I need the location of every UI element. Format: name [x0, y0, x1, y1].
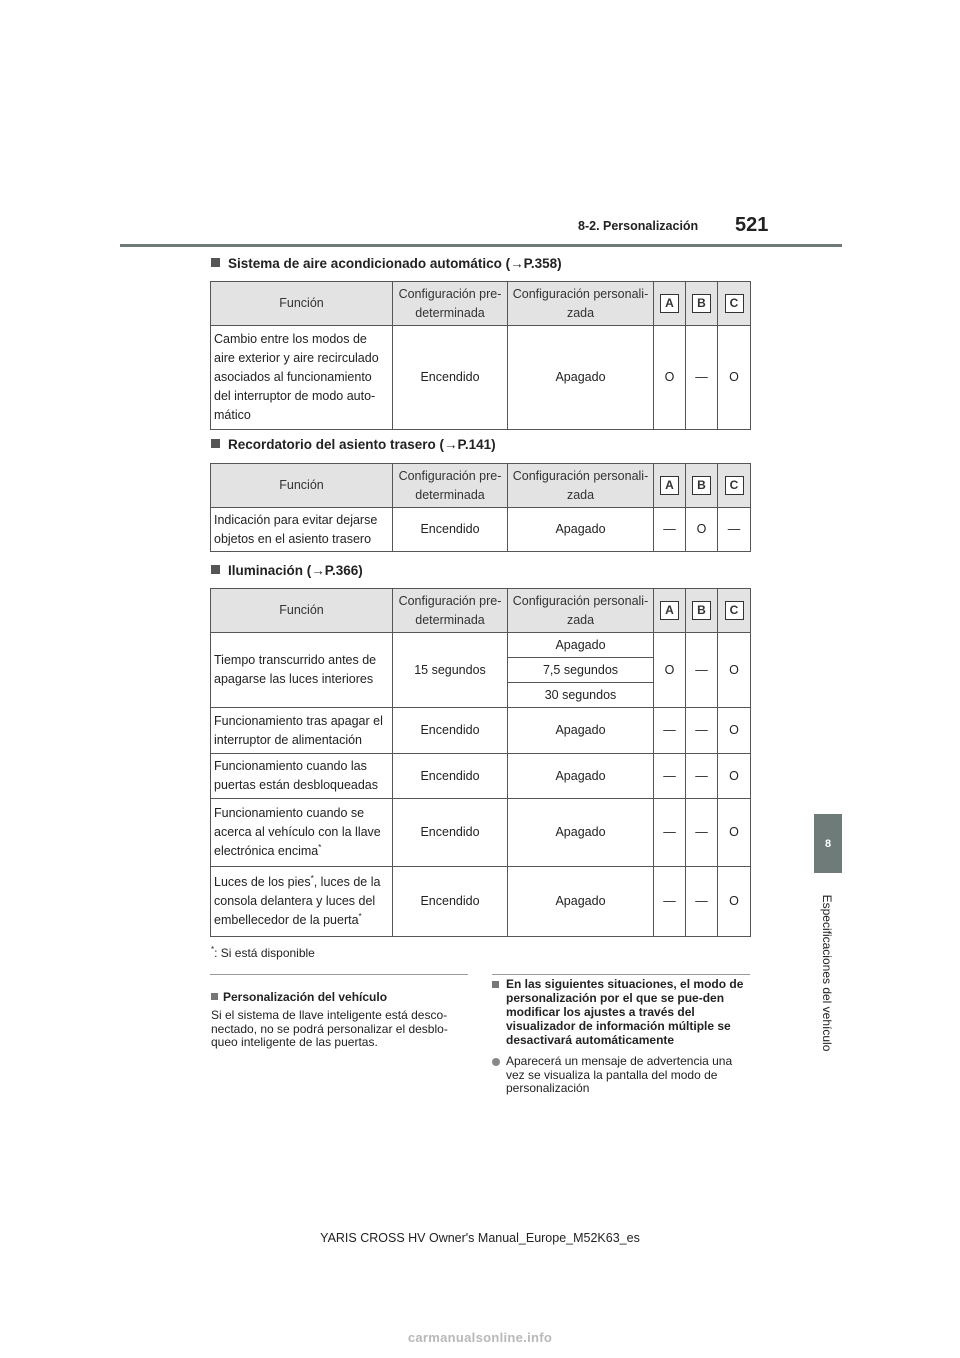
table-row: Indicación para evitar dejarse objetos en el asiento trasero Encendido Apagado — O —: [211, 508, 751, 552]
table-row: 30 segundos: [211, 683, 751, 708]
section-title-lighting: Iluminación (→P.366): [211, 563, 363, 578]
chapter-number: 8: [824, 837, 832, 850]
table-lighting: [210, 588, 751, 937]
square-bullet-icon: [492, 981, 499, 988]
round-bullet-icon: [492, 1058, 500, 1066]
square-bullet-icon: [211, 565, 220, 574]
section-title-rear-seat: Recordatorio del asiento trasero (→P.141): [211, 437, 496, 452]
table-header-row: Función Configuración pre-determinada Configuración personali-zada A B C: [211, 464, 751, 508]
square-bullet-icon: [211, 258, 220, 267]
table-row: Tiempo transcurrido antes de apagarse las luces interiores 15 segundos Apagado O — O: [211, 633, 751, 658]
info-divider-left: [210, 974, 468, 975]
table-row: Funcionamiento cuando se acerca al vehículo con la llave electrónica encima* Encendido Apagado — — O: [211, 799, 751, 867]
col-custom: Configuración personali-zada: [508, 282, 654, 326]
table-row: Luces de los pies*, luces de la consola delantera y luces del embellecedor de la puerta* Encendido Apagado — — O: [211, 867, 751, 937]
col-b: B: [686, 282, 718, 326]
table-row: 7,5 segundos: [211, 658, 751, 683]
page-number: 521: [735, 214, 769, 236]
table-climate: [210, 281, 751, 430]
chapter-tab: [814, 814, 842, 873]
table-header-row: [211, 282, 751, 326]
table-header-row: Función Configuración pre-determinada Configuración personali-zada A B C: [211, 589, 751, 633]
info-left: Personalización del vehículo Si el sistema de llave inteligente está desco-nectado, no se podrá personalizar el desblo-queo inteligente de las puertas.: [211, 990, 448, 1049]
footnote: *: Si está disponible: [211, 945, 315, 960]
section-title-climate: Sistema de aire acondicionado automático (→P.358): [211, 256, 562, 271]
col-c: C: [718, 282, 751, 326]
section-header: 8-2. Personalización: [578, 219, 699, 233]
square-bullet-icon: [211, 439, 220, 448]
info-divider-right: [492, 974, 750, 975]
table-row: Funcionamiento cuando las puertas están desbloqueadas Encendido Apagado — — O: [211, 754, 751, 799]
col-a: A: [654, 282, 686, 326]
info-right: En las siguientes situaciones, el modo de personalización por el que se pue-den modificar los ajustes a través del visualizador de información múltiple se desactivará automáticamente Aparecerá un mensaje de advertencia una vez se visualiza la pantalla del modo de personalización: [492, 977, 750, 1096]
table-row: Funcionamiento tras apagar el interruptor de alimentación Encendido Apagado — — O: [211, 708, 751, 754]
col-default: Configuración pre-determinada: [393, 282, 508, 326]
col-function: Función: [211, 282, 393, 326]
table-rear-seat: [210, 463, 751, 552]
watermark: carmanualsonline.info: [407, 1330, 553, 1345]
square-bullet-icon: [211, 993, 218, 1000]
chapter-title: Especificaciones del vehículo: [820, 894, 834, 1051]
footer-manual-id: YARIS CROSS HV Owner's Manual_Europe_M52K63_es: [320, 1231, 640, 1245]
header-rule: [120, 244, 842, 247]
table-row: Cambio entre los modos de aire exterior y aire recirculado asociados al funcionamiento del interruptor de modo auto-mático Encendido Apagado O — O: [211, 326, 751, 430]
chapter-title-vertical: [781, 880, 873, 1065]
